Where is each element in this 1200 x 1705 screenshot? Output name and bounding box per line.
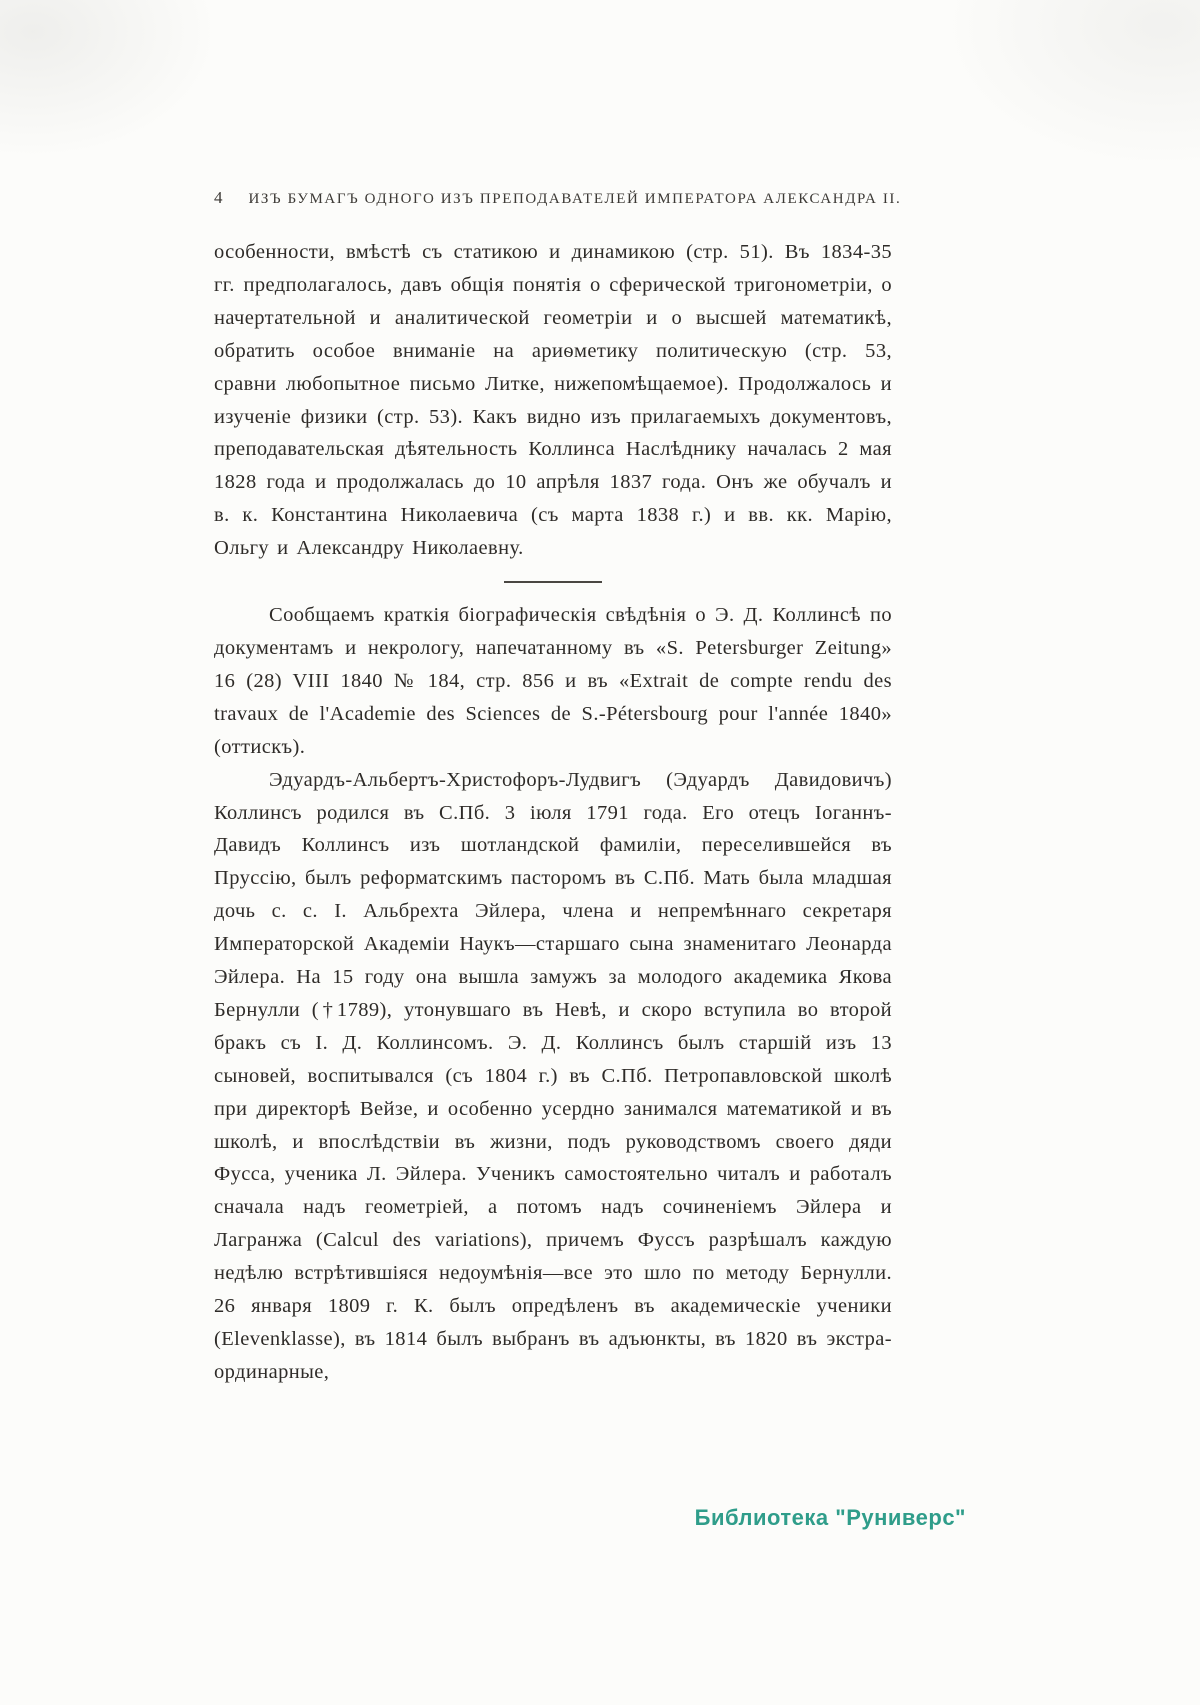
library-watermark: Библиотека "Руниверс" — [694, 1505, 966, 1530]
section-divider — [504, 581, 602, 583]
paragraph-biography-note: Сообщаемъ краткія біографическія свѣдѣнія о Э. Д. Коллинсѣ по документамъ и некрологу, напечатанному въ «S. Petersburger Zeitung» 16 (28) VIII 1840 № 184, стр. 856 и въ «Extrait de compte rendu des travaux de l'Academie des Sciences de S.-Pétersbourg pour l'année 1840» (оттискъ). — [214, 604, 892, 758]
page-content — [214, 188, 902, 1389]
running-title: ИЗЪ БУМАГЪ ОДНОГО ИЗЪ ПРЕПОДАВАТЕЛЕЙ ИМПЕРАТОРА АЛЕКСАНДРА II. — [248, 191, 902, 207]
scan-smudge-top-right — [940, 0, 1200, 170]
paragraph-continuation: особенности, вмѣстѣ съ статикою и динамикою (стр. 51). Въ 1834-35 гг. предполагалось, давъ общія понятія о сферической тригонометріи, о начертательной и аналитической геометріи и о высшей математикѣ, обратить особое вниманіе на ариѳметику политическую (стр. 53, сравни любопытное письмо Литке, нижепомѣщаемое). Продолжалось и изученіе физики (стр. 53). Какъ видно изъ прилагаемыхъ документовъ, преподавательская дѣятельность Коллинса Наслѣднику началась 2 мая 1828 года и продолжалась до 10 апрѣля 1837 года. Онъ же обучалъ и в. к. Константина Николаевича (съ марта 1838 г.) и вв. кк. Марію, Ольгу и Александру Николаевну. — [214, 241, 892, 560]
page-number: 4 — [214, 188, 223, 207]
body-text — [214, 236, 892, 1389]
page-header — [214, 188, 902, 208]
paragraph-biography: Эдуардъ-Альбертъ-Христофоръ-Лудвигъ (Эдуардъ Давидовичъ) Коллинсъ родился въ С.Пб. 3 іюля 1791 года. Его отецъ Іоганнъ-Давидъ Коллинсъ изъ шотландской фамиліи, переселившейся въ Пруссію, былъ реформатскимъ пасторомъ въ С.Пб. Мать была младшая дочь с. с. І. Альбрехта Эйлера, члена и непремѣннаго секретаря Императорской Академіи Наукъ—старшаго сына знаменитаго Леонарда Эйлера. На 15 году она вышла замужъ за молодого академика Якова Бернулли (†1789), утонувшаго въ Невѣ, и скоро вступила во второй бракъ съ І. Д. Коллинсомъ. Э. Д. Коллинсъ былъ старшій изъ 13 сыновей, воспитывался (съ 1804 г.) въ С.Пб. Петропавловской школѣ при директорѣ Вейзе, и особенно усердно занимался математикой и въ школѣ, и впослѣдствіи въ жизни, подъ руководствомъ своего дяди Фусса, ученика Л. Эйлера. Ученикъ самостоятельно читалъ и работалъ сначала надъ геометріей, а потомъ надъ сочиненіемъ Эйлера и Лагранжа (Calcul des variations), причемъ Фуссъ разрѣшалъ каждую недѣлю встрѣтившіяся недоумѣнія—все это шло по методу Бернулли. 26 января 1809 г. К. былъ опредѣленъ въ академическіе ученики (Elevenklasse), въ 1814 былъ выбранъ въ адъюнкты, въ 1820 въ экстра-ординарные, — [214, 768, 892, 1383]
scan-smudge-top-left — [0, 0, 220, 160]
